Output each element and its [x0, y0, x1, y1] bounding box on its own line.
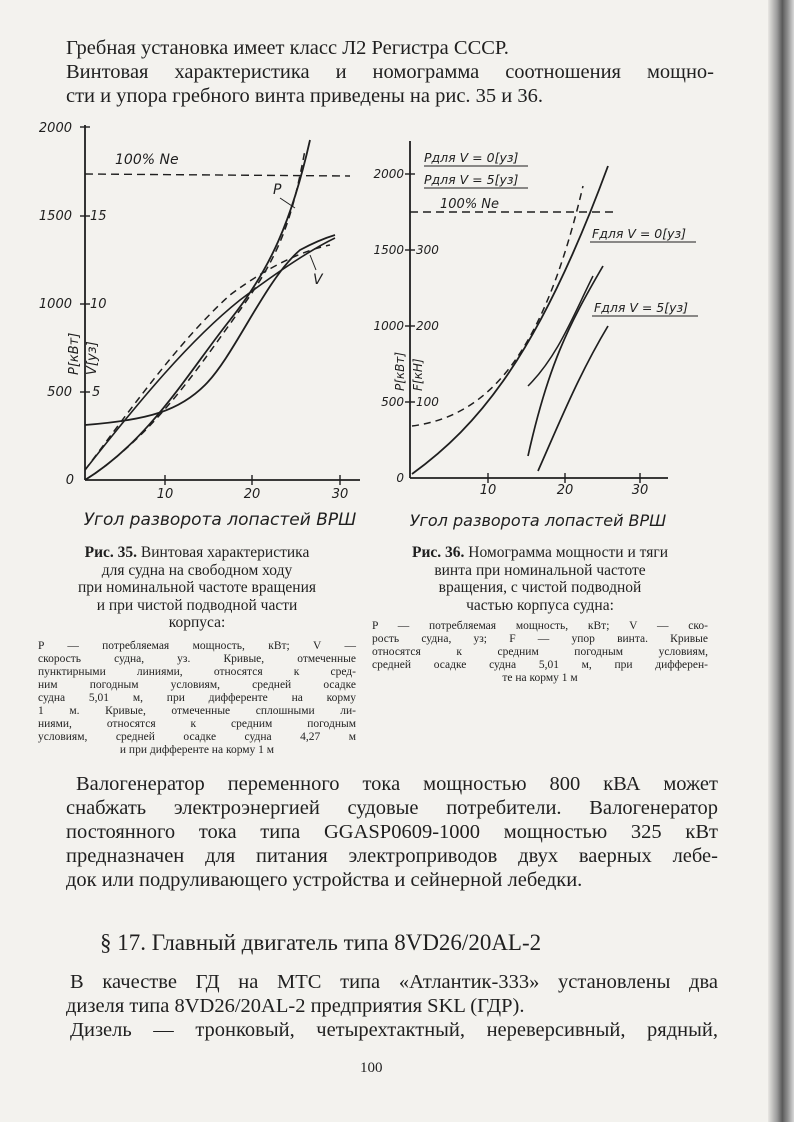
curve-label: Fдля V = 5[уз] — [594, 300, 689, 315]
section-heading: § 17. Главный двигатель типа 8VD26/20AL-2 — [100, 930, 542, 955]
caption-line: Номограмма мощности и тяги — [468, 544, 668, 561]
curve-label-v: V — [313, 272, 323, 288]
y-tick-label-f: 300 — [416, 243, 439, 257]
y-tick-label-v: 10 — [90, 297, 107, 312]
legend-line: те на корму 1 м — [502, 672, 578, 684]
x-tick-label: 30 — [631, 483, 649, 498]
curve-label: Pдля V = 5[уз] — [424, 172, 519, 187]
y-tick-label-f: 100 — [416, 395, 439, 409]
text-line: дизеля типа 8VD26/20AL-2 предприятия SKL (ГДР). — [66, 995, 525, 1017]
caption-line: вращения, с чистой подводной — [438, 579, 642, 596]
x-tick-label: 20 — [556, 483, 574, 498]
intro-paragraph — [66, 36, 714, 108]
y-axis-label-f: F[кН] — [411, 358, 425, 391]
curve-f-v0 — [528, 266, 603, 456]
y-tick-label: 0 — [396, 471, 404, 485]
legend-line: рость судна, уз; F — упор винта. Кривые — [372, 633, 708, 645]
legend-line: и при дифференте на корму 1 м — [119, 744, 275, 756]
ne-100-label: 100% Ne — [115, 152, 179, 168]
caption-line: Винтовая характеристика — [140, 544, 310, 561]
x-tick-label: 20 — [243, 487, 261, 502]
y-tick-label-f: 200 — [416, 319, 439, 333]
y-axis-label-p: P[кВт] — [67, 332, 82, 375]
caption-line: при номинальной частоте вращения — [77, 579, 317, 596]
legend-line: относятся к средним погодным условиям, — [372, 646, 708, 658]
curve-label: Pдля V = 0[уз] — [424, 150, 519, 165]
figure-35 — [30, 110, 380, 530]
page-number: 100 — [360, 1060, 383, 1076]
y-tick-label: 1500 — [38, 209, 72, 224]
y-tick-label: 500 — [381, 395, 404, 409]
caption-line: для судна на свободном ходу — [101, 561, 293, 579]
text-line: Гребная установка имеет класс Л2 Регистра СССР. — [66, 37, 509, 59]
y-tick-label: 1500 — [373, 243, 404, 257]
text-line: В качестве ГД на МТС типа «Атлантик-333» установлены два — [70, 971, 718, 993]
legend-line: скорость судна, уз. Кривые, отмеченные — [38, 653, 356, 665]
y-axis-label-v: V[уз] — [85, 341, 100, 375]
figure-35-legend — [38, 640, 356, 757]
text-line: Винтовая характеристика и номограмма соотношения мощно- — [66, 61, 714, 83]
curve-p-dashed — [85, 150, 305, 480]
caption-line: корпуса: — [168, 614, 226, 631]
ne-100-line — [85, 174, 350, 176]
text-line: сти и упора гребного винта приведены на рис. 35 и 36. — [66, 85, 544, 107]
figure-36 — [373, 126, 718, 530]
y-tick-label-v: 5 — [92, 385, 101, 400]
y-tick-label: 2000 — [373, 167, 404, 181]
caption-line: частью корпуса судна: — [466, 596, 614, 614]
x-axis-label: Угол разворота лопастей ВРШ — [409, 511, 667, 530]
ne-100-label: 100% Ne — [440, 197, 500, 212]
legend-line: пунктирными линиями, относятся к сред- — [38, 666, 356, 678]
legend-line: ниями, относятся к средним погодным — [38, 718, 356, 730]
figure-36-caption — [370, 544, 710, 614]
legend-line: P — потребляемая мощность, кВт; V — — [38, 640, 356, 652]
curve-v-solid-2 — [85, 238, 335, 470]
generator-paragraph — [66, 772, 718, 892]
x-axis-label: Угол разворота лопастей ВРШ — [83, 510, 357, 530]
caption-line: и при чистой подводной части — [96, 596, 298, 614]
y-tick-label: 1000 — [38, 297, 72, 312]
y-tick-label-v: 15 — [90, 209, 107, 224]
text-line: Дизель — тронковый, четырехтактный, нереверсивный, рядный, — [70, 1019, 718, 1041]
curve-v-solid — [85, 235, 335, 425]
legend-line: P — потребляемая мощность, кВт; V — ско- — [372, 620, 708, 632]
text-line: постоянного тока типа GGASP0609-1000 мощностью 325 кВт — [66, 821, 718, 843]
legend-line: ним погодным условиям, средней осадке — [38, 679, 356, 691]
text-line: Валогенератор переменного тока мощностью 800 кВА может — [76, 773, 718, 795]
figure-36-chart — [373, 126, 718, 530]
engine-paragraph — [66, 970, 718, 1042]
text-line: предназначен для питания электроприводов двух ваерных лебе- — [66, 845, 718, 867]
caption-prefix: Рис. 35. — [84, 544, 138, 561]
y-axis-label-p: P[кВт] — [393, 351, 407, 391]
figure-35-chart — [30, 110, 380, 530]
legend-line: средней осадке судна 5,01 м, при дифферен- — [372, 659, 708, 671]
text-line: док или подруливающего устройства и сейнерной лебедки. — [66, 869, 583, 891]
curve-f-v5 — [538, 326, 608, 471]
x-tick-label: 10 — [479, 483, 497, 498]
caption-line: винта при номинальной частоте — [434, 561, 646, 579]
y-tick-label: 2000 — [38, 121, 72, 136]
figure-35-caption — [38, 544, 356, 632]
legend-line: судна 5,01 м, при дифференте на корму — [38, 692, 356, 704]
leader-line — [310, 255, 316, 270]
curve-label: Fдля V = 0[уз] — [592, 226, 687, 241]
caption-prefix: Рис. 36. — [411, 544, 465, 561]
text-line: снабжать электроэнергией судовые потребители. Валогенератор — [66, 797, 718, 819]
figure-36-legend — [372, 620, 708, 685]
y-tick-label: 0 — [65, 473, 74, 488]
legend-line: 1 м. Кривые, отмеченные сплошными ли- — [38, 705, 356, 717]
curve-label-p: P — [273, 182, 282, 198]
y-tick-label: 500 — [47, 385, 72, 400]
y-tick-label: 1000 — [373, 319, 404, 333]
legend-line: условиям, средней осадке судна 4,27 м — [38, 731, 356, 743]
scan-binding-edge — [768, 0, 794, 1122]
x-tick-label: 10 — [156, 487, 174, 502]
curve-v-dashed — [85, 245, 330, 470]
x-tick-label: 30 — [331, 487, 349, 502]
